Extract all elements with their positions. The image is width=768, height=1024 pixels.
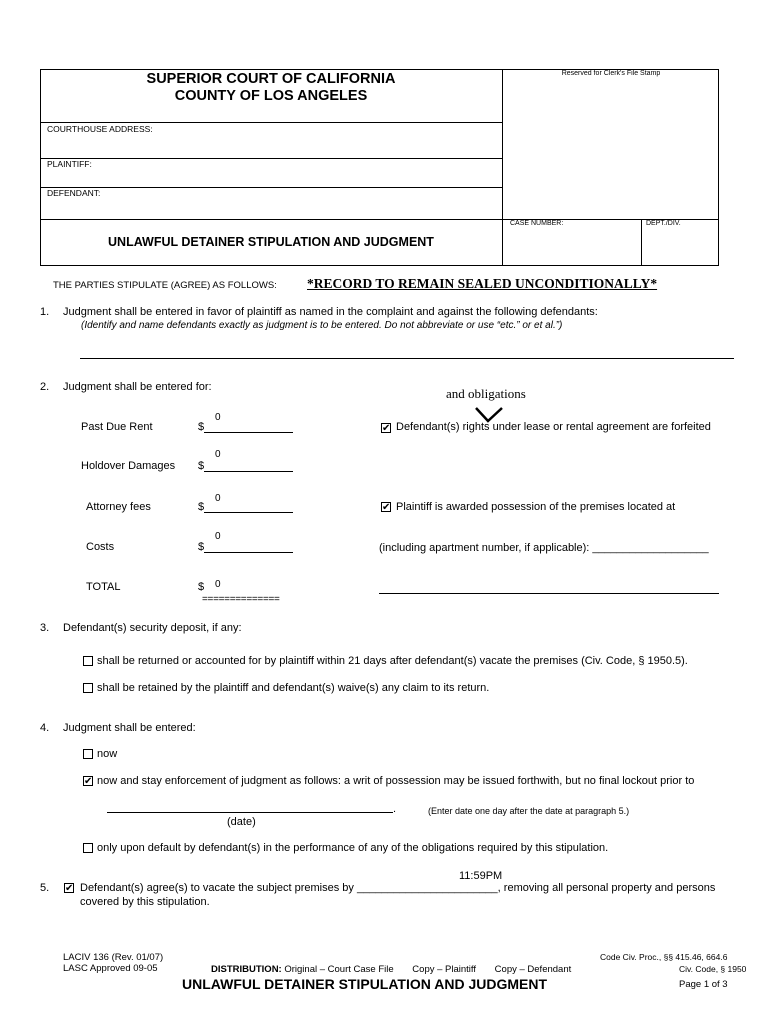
total-value: 0 (215, 579, 221, 590)
item-3-number: 3. (40, 622, 50, 634)
attorney-fees-value: 0 (215, 493, 221, 504)
approved-date: LASC Approved 09-05 (63, 963, 158, 974)
on-default-checkbox[interactable] (83, 843, 93, 853)
item-1-note: (Identify and name defendants exactly as judgment is to be entered. Do not abbreviate or use “etc.” or et al.”) (81, 320, 563, 331)
apartment-text: (including apartment number, if applicable): ___________________ (379, 542, 709, 554)
attorney-fees-field[interactable] (204, 512, 293, 513)
distribution-line (211, 964, 571, 975)
costs-value: 0 (215, 531, 221, 542)
item-2-number: 2. (40, 381, 50, 393)
caption-rule (40, 158, 502, 159)
page-number: Page 1 of 3 (679, 979, 728, 990)
holdover-damages-field[interactable] (204, 471, 293, 472)
distribution-defendant: Copy – Defendant (494, 964, 572, 975)
court-name: SUPERIOR COURT OF CALIFORNIA (146, 71, 396, 87)
civ-code-cite: Civ. Code, § 1950 (679, 964, 747, 974)
possession-checkbox[interactable] (381, 502, 391, 512)
possession-text: Plaintiff is awarded possession of the premises located at (396, 501, 676, 513)
date-label: (date) (227, 816, 256, 828)
vacate-checkbox[interactable] (64, 883, 74, 893)
past-due-rent-field[interactable] (204, 432, 293, 433)
forfeited-checkbox[interactable] (381, 423, 391, 433)
caption-rule (40, 122, 502, 123)
forfeited-text: Defendant(s) rights under lease or rental agreement are forfeited (396, 421, 711, 433)
now-and-stay-text: now and stay enforcement of judgment as follows: a writ of possession may be issued forthwith, but no final lockout prior to (97, 775, 695, 787)
past-due-rent-label: Past Due Rent (81, 421, 153, 433)
stipulate-intro: THE PARTIES STIPULATE (AGREE) AS FOLLOWS: (53, 280, 277, 291)
sealed-notice: *RECORD TO REMAIN SEALED UNCONDITIONALLY* (307, 276, 658, 291)
distribution-original: Original – Court Case File (284, 964, 394, 975)
item-1-number: 1. (40, 306, 50, 318)
vacate-text: Defendant(s) agree(s) to vacate the subject premises by _______________________, removing all personal property and persons (80, 882, 716, 894)
item-2-text: Judgment shall be entered for: (63, 381, 212, 393)
dollar-sign: $ (198, 460, 205, 472)
check-icon: ✔ (382, 502, 391, 513)
deposit-retain-checkbox[interactable] (83, 683, 93, 693)
deposit-return-checkbox[interactable] (83, 656, 93, 666)
dept-divider (641, 219, 642, 266)
defendant-label: DEFENDANT: (47, 188, 101, 198)
form-id: LACIV 136 (Rev. 01/07) (63, 952, 164, 963)
deposit-return-text: shall be returned or accounted for by plaintiff within 21 days after defendant(s) vacate the premises (Civ. Code, § 1950.5). (97, 655, 688, 667)
clerk-stamp-label: Reserved for Clerk's File Stamp (561, 70, 661, 77)
item-4-number: 4. (40, 722, 50, 734)
total-label: TOTAL (86, 581, 121, 593)
caption-rule (40, 187, 502, 188)
costs-label: Costs (86, 541, 115, 553)
check-icon: ✔ (65, 883, 74, 894)
defendants-line[interactable] (80, 358, 734, 359)
premises-address-field[interactable] (379, 593, 719, 594)
now-text: now (97, 748, 118, 760)
check-icon: ✔ (84, 776, 93, 787)
vacate-time-value: 11:59PM (459, 870, 503, 882)
dept-label: DEPT./DIV. (646, 220, 681, 227)
item-5-number: 5. (40, 882, 50, 894)
vacate-text-continued: covered by this stipulation. (80, 896, 210, 908)
item-3-text: Defendant(s) security deposit, if any: (63, 622, 242, 634)
dollar-sign: $ (198, 421, 205, 433)
lockout-date-field[interactable] (107, 812, 393, 813)
dollar-sign: $ (198, 581, 205, 593)
dollar-sign: $ (198, 541, 205, 553)
dollar-sign: $ (198, 501, 205, 513)
form-title: UNLAWFUL DETAINER STIPULATION AND JUDGMENT (108, 235, 434, 249)
courthouse-address-label: COURTHOUSE ADDRESS: (47, 124, 153, 134)
now-and-stay-checkbox[interactable] (83, 776, 93, 786)
handwritten-insert: and obligations (446, 386, 526, 401)
now-checkbox[interactable] (83, 749, 93, 759)
item-4-text: Judgment shall be entered: (63, 722, 196, 734)
costs-field[interactable] (204, 552, 293, 553)
plaintiff-label: PLAINTIFF: (47, 159, 92, 169)
distribution-plaintiff: Copy – Plaintiff (412, 964, 477, 975)
total-double-rule: ============== (202, 594, 280, 605)
holdover-damages-label: Holdover Damages (81, 460, 176, 472)
attorney-fees-label: Attorney fees (86, 501, 151, 513)
code-civ-cite: Code Civ. Proc., §§ 415.46, 664.6 (600, 952, 728, 962)
on-default-text: only upon default by defendant(s) in the performance of any of the obligations required by this stipulation. (97, 842, 609, 854)
caption-rule (40, 219, 719, 220)
check-icon: ✔ (382, 423, 391, 434)
county-name: COUNTY OF LOS ANGELES (174, 88, 368, 104)
date-hint: (Enter date one day after the date at paragraph 5.) (428, 806, 630, 816)
past-due-rent-value: 0 (215, 412, 221, 423)
deposit-retain-text: shall be retained by the plaintiff and defendant(s) waive(s) any claim to its return. (97, 682, 490, 694)
holdover-damages-value: 0 (215, 449, 221, 460)
caption-divider (502, 69, 503, 266)
distribution-label: DISTRIBUTION: (211, 964, 282, 975)
case-number-label: CASE NUMBER: (510, 220, 564, 227)
item-1-text: Judgment shall be entered in favor of plaintiff as named in the complaint and against the following defendants: (63, 306, 598, 318)
footer-title: UNLAWFUL DETAINER STIPULATION AND JUDGMENT (182, 976, 548, 992)
